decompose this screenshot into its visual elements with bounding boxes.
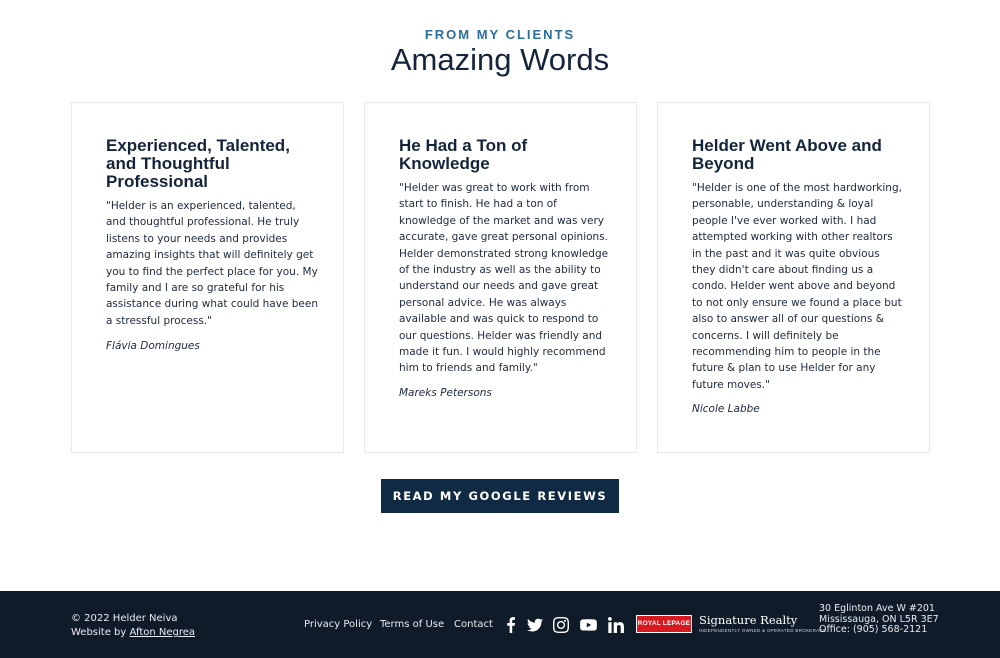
testimonial-quote: "Helder is one of the most hardworking, personable, understanding & loyal people I've ever worked with. I had attempted working with other realtors in the past and it was quite obvious they didn't care about finding us a condo. Helder went above and beyond to not only ensure we found a place but also to answer all of our questions & concerns. I will definitely be recommending him to people in the future & plan to use Helder for any future moves." — [692, 182, 902, 391]
privacy-policy-link[interactable]: Privacy Policy — [304, 619, 373, 630]
address-line-1: 30 Eglinton Ave W #201 — [819, 603, 935, 614]
royal-lepage-logo — [636, 615, 692, 633]
address-line-2: Mississauga, ON L5R 3E7 — [819, 613, 939, 625]
twitter-icon[interactable] — [527, 617, 543, 633]
copyright-text: © 2022 Helder Neiva — [71, 613, 178, 624]
credit-prefix: Website by — [71, 627, 130, 638]
testimonial-title: He Had a Ton of Knowledge — [399, 136, 528, 173]
contact-link[interactable]: Contact — [454, 619, 493, 630]
brokerage-tagline: INDEPENDENTLY OWNED & OPERATED BROKERAGE — [699, 628, 827, 633]
testimonial-quote: "Helder was great to work with from start to finish. He had a ton of knowledge of the market and was very accurate, gave great personal opinions. Helder demonstrated strong knowledge of the industry as well as the ability to understand our needs and gave great personal advice. He was always available and was quick to respond to our questions. Helder was friendly and made it fun. I would highly recommend him to friends and family." — [399, 182, 609, 375]
brokerage-name: Signature Realty — [699, 613, 798, 627]
royal-lepage-logo-text: ROYAL LEPAGE — [637, 620, 691, 627]
testimonial-card — [71, 102, 344, 453]
office-address — [819, 604, 939, 636]
linkedin-icon[interactable] — [608, 617, 624, 633]
youtube-icon[interactable] — [580, 617, 597, 633]
credit-link[interactable]: Afton Negrea — [129, 627, 196, 638]
copyright-block — [71, 612, 195, 640]
testimonial-author: Flávia Domingues — [106, 340, 200, 352]
site-footer — [0, 591, 1000, 658]
terms-of-use-link[interactable]: Terms of Use — [380, 619, 445, 630]
testimonial-title: Helder Went Above and Beyond — [692, 136, 882, 173]
testimonial-quote: "Helder is an experienced, talented, and thoughtful professional. He truly listens to your needs and provides amazing insights that will definitely get you to find the perfect place for you. My family and I are so grateful for his assistance during what could have been a stressful process." — [106, 200, 318, 327]
testimonial-author: Mareks Petersons — [399, 387, 492, 399]
testimonial-card — [364, 102, 637, 453]
section-heading: Amazing Words — [390, 42, 610, 77]
office-phone: Office: (905) 568-2121 — [819, 624, 928, 635]
credit-line — [71, 626, 195, 640]
instagram-icon[interactable] — [553, 617, 569, 633]
read-google-reviews-button[interactable]: READ MY GOOGLE REVIEWS — [381, 479, 619, 513]
facebook-icon[interactable] — [503, 617, 519, 633]
testimonial-title: Experienced, Talented, and Thoughtful Professional — [106, 136, 290, 191]
section-eyebrow: FROM MY CLIENTS — [424, 27, 576, 42]
testimonial-author: Nicole Labbe — [692, 403, 760, 415]
testimonial-card — [657, 102, 930, 453]
